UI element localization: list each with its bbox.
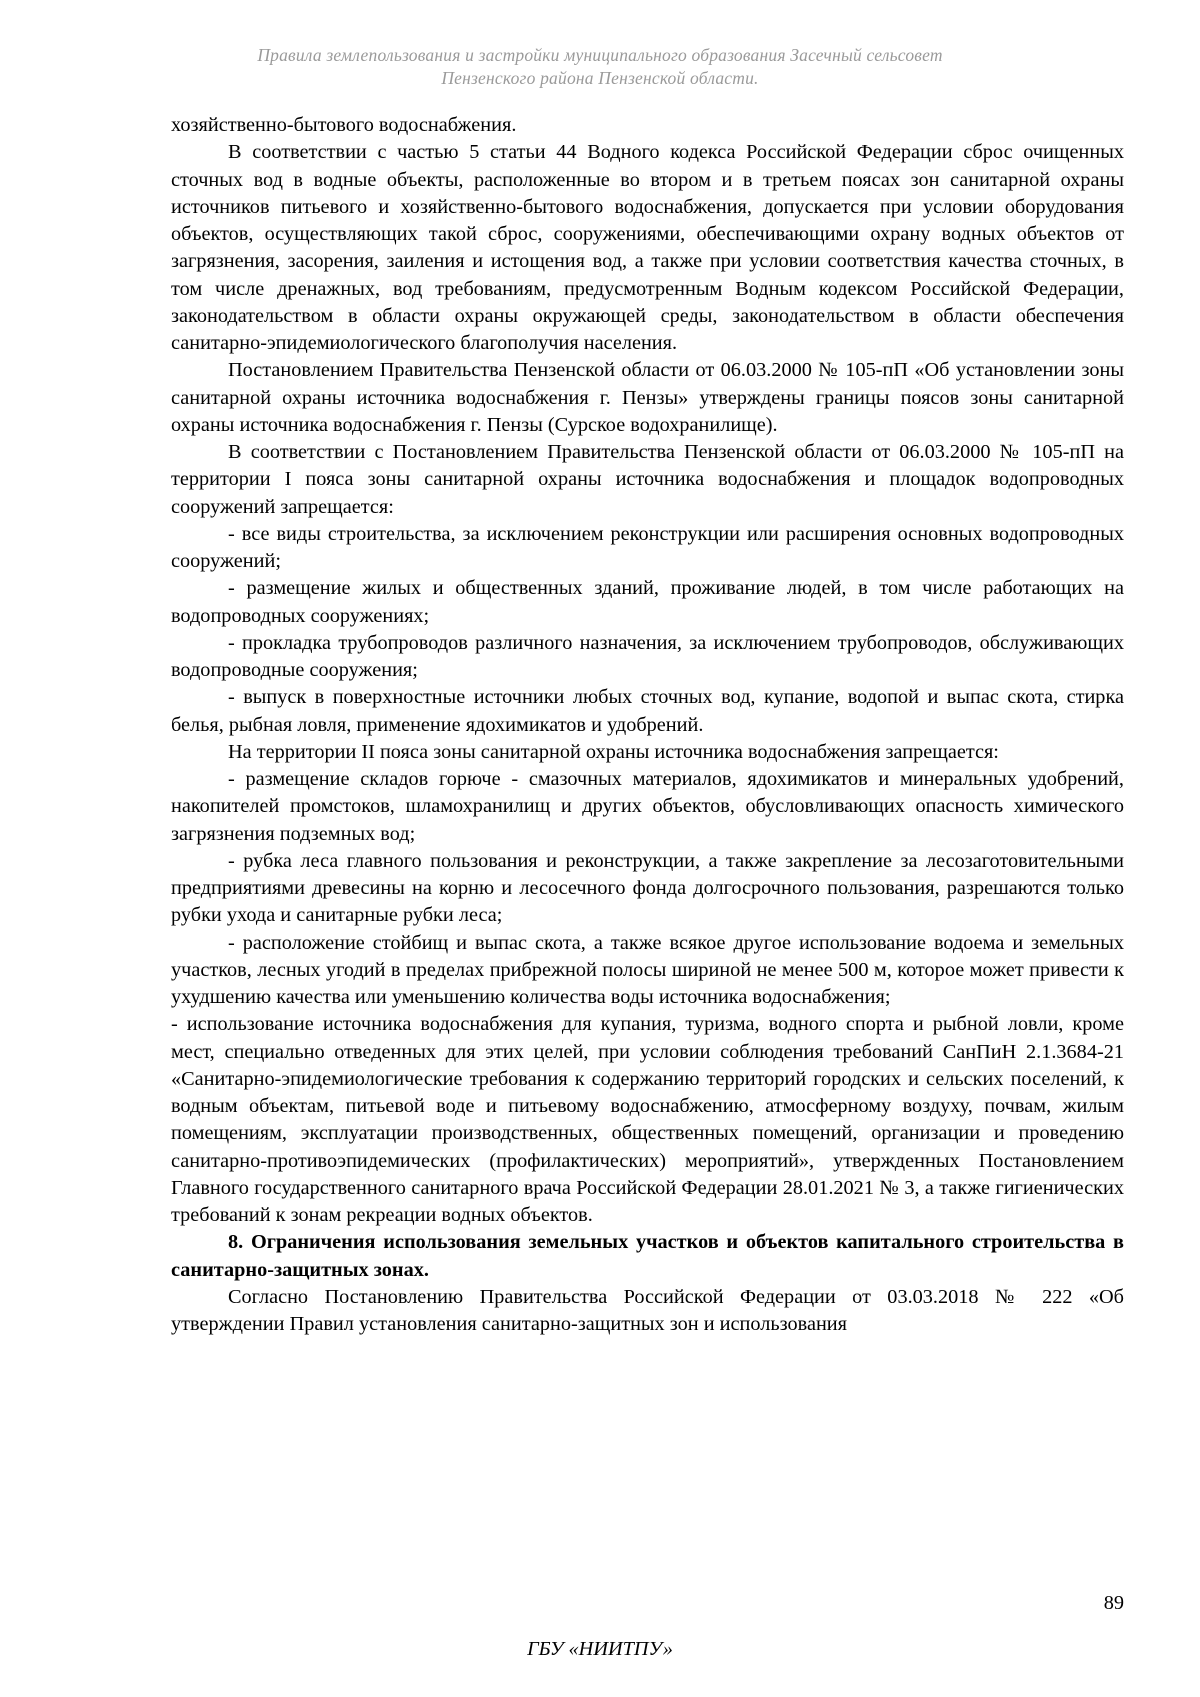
paragraph-water-code: В соответствии с частью 5 статьи 44 Водного кодекса Российской Федерации сброс очищенных сточных вод в водные объекты, расположенные во втором и в третьем поясах зон санитарной охраны источников питьевого и хозяйственно-бытового водоснабжения, допускается при условии оборудования объектов, осуществляющих такой сброс, сооружениями, обеспечивающими охрану водных объектов от загрязнения, засорения, заиления и истощения вод, а также при условии соответствия качества сточных, в том числе дренажных, вод требованиям, предусмотренным Водным кодексом Российской Федерации, законодательством в области охраны окружающей среды, законодательством в области обеспечения санитарно-эпидемиологического благополучия населения.: [171, 141, 1124, 354]
list-item: - использование источника водоснабжения для купания, туризма, водного спорта и рыбной ловли, кроме мест, специально отведенных для этих целей, при условии соблюдения требований СанПиН 2.1.3684-21 «Санитарно-эпидемиологические требования к содержанию территорий городских и сельских поселений, к водным объектам, питьевой воде и питьевому водоснабжению, атмосферному воздуху, почвам, жилым помещениям, эксплуатации производственных, общественных помещений, организации и проведению санитарно-противоэпидемических (профилактических) мероприятий», утвержденных Постановлением Главного государственного санитарного врача Российской Федерации 28.01.2021 № 3, а также гигиенических требований к зонам рекреации водных объектов.: [171, 1013, 1124, 1226]
page-number: 89: [1103, 1592, 1124, 1614]
paragraph-resolution-222: Согласно Постановлению Правительства Российской Федерации от 03.03.2018 № 222 «Об утверждении Правил установления санитарно-защитных зон и использования: [171, 1285, 1124, 1335]
paragraph-zone-1-intro: В соответствии с Постановлением Правительства Пензенской области от 06.03.2000 № 105-пП на территории I пояса зоны санитарной охраны источника водоснабжения и площадок водопроводных сооружений запрещается:: [171, 441, 1124, 518]
list-item: - все виды строительства, за исключением реконструкции или расширения основных водопроводных сооружений;: [171, 522, 1124, 572]
running-header: [0, 44, 1200, 90]
body-text: [171, 112, 1124, 1338]
running-header-line-1: Правила землепользования и застройки муниципального образования Засечный сельсовет: [257, 45, 943, 65]
list-item: - прокладка трубопроводов различного назначения, за исключением трубопроводов, обслуживающих водопроводные сооружения;: [171, 631, 1124, 681]
running-header-line-2: Пензенского района Пензенской области.: [441, 68, 759, 88]
paragraph-zone-2-intro: На территории II пояса зоны санитарной охраны источника водоснабжения запрещается:: [228, 740, 999, 763]
list-item: - размещение жилых и общественных зданий, проживание людей, в том числе работающих на водопроводных сооружениях;: [171, 577, 1124, 627]
section-heading: 8. Ограничения использования земельных участков и объектов капитального строительства в санитарно-защитных зонах.: [171, 1231, 1124, 1281]
paragraph-resolution-105pp: Постановлением Правительства Пензенской области от 06.03.2000 № 105-пП «Об установлении зоны санитарной охраны источника водоснабжения г. Пензы» утверждены границы поясов зоны санитарной охраны источника водоснабжения г. Пензы (Сурское водохранилище).: [171, 359, 1124, 436]
list-item: - расположение стойбищ и выпас скота, а также всякое другое использование водоема и земельных участков, лесных угодий в пределах прибрежной полосы шириной не менее 500 м, которое может привести к ухудшению качества или уменьшению количества воды источника водоснабжения;: [171, 931, 1124, 1008]
list-item: - выпуск в поверхностные источники любых сточных вод, купание, водопой и выпас скота, стирка белья, рыбная ловля, применение ядохимикатов и удобрений.: [171, 686, 1124, 736]
footer-organization: ГБУ «НИИТПУ»: [527, 1638, 673, 1660]
list-item: - размещение складов горюче - смазочных материалов, ядохимикатов и минеральных удобрений, накопителей промстоков, шламохранилищ и других объектов, обусловливающих опасность химического загрязнения подземных вод;: [171, 768, 1124, 845]
paragraph-continuation: хозяйственно-бытового водоснабжения.: [171, 114, 517, 136]
list-item: - рубка леса главного пользования и реконструкции, а также закрепление за лесозаготовительными предприятиями древесины на корню и лесосечного фонда долгосрочного пользования, разрешаются только рубки ухода и санитарные рубки леса;: [171, 849, 1124, 927]
